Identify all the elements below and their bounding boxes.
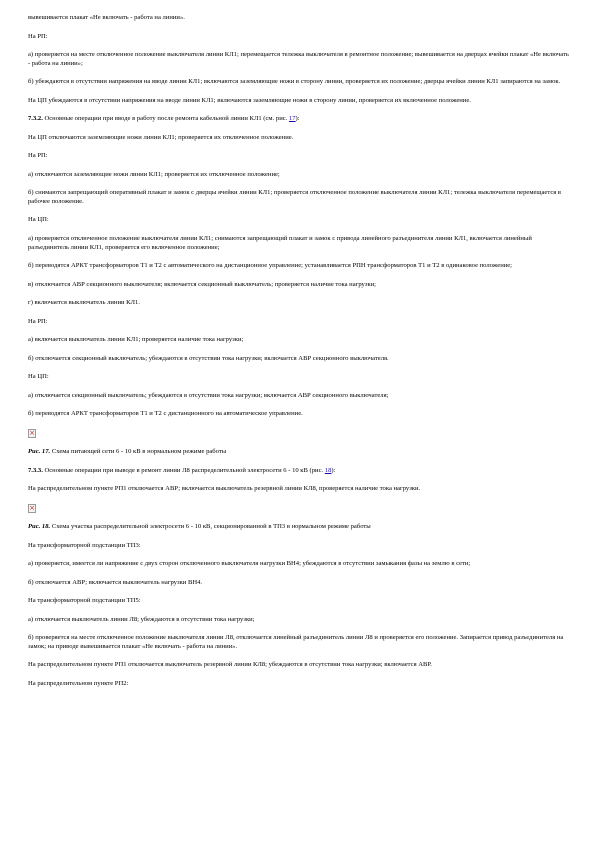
paragraph: На ЦП убеждаются в отсутствии напряжения на вводе линии КЛ1; включаются заземляющие ножи в сторону линии, проверяется их включенное положение. [28, 96, 471, 104]
caption-text: Схема питающей сети 6 - 10 кВ в нормальном режиме работы [50, 448, 227, 456]
section-heading [28, 467, 569, 476]
caption-text: Схема участка распределительной электросети 6 - 10 кВ, секционированной в ТП3 в нормальном режиме работы [50, 523, 371, 531]
paragraph: На распределительном пункте РП1 отключается АВР; включается выключатель резервной линии КЛ8, проверяется наличие тока нагрузки. [28, 485, 421, 493]
paragraph: а) отключается секционный выключатель; убеждаются в отсутствии тока нагрузки; включается АВР секционного выключателя; [28, 391, 389, 399]
paragraph: а) проверяется на месте отключенное положение выключателя линии КЛ1; перемещается тележка выключателя в ремонтное положение; вывешивается на дверцах ячейки плакат «Не включать - работа на линии»; [28, 51, 569, 67]
caption-number: Рис. 17. [28, 448, 51, 456]
paragraph: На ЦП: [28, 216, 49, 224]
section-number: 7.3.2. [28, 115, 43, 123]
paragraph: На РП: [28, 317, 48, 325]
broken-image-glyph: × [29, 503, 35, 512]
paragraph: На ЦП: [28, 373, 49, 381]
caption-number: Рис. 18. [28, 523, 51, 531]
paragraph: На трансформаторной подстанции ТП5: [28, 597, 141, 605]
paragraph: б) убеждаются в отсутствии напряжения на вводе линии КЛ1; включаются заземляющие ножи в сторону линии, проверяется их положение; дверцы ячейки линии КЛ1 запираются на замок. [28, 78, 561, 86]
paragraph: б) проверяется на месте отключенное положение выключателя линии Л8, отключается линейный разъединитель линии Л8 и проверяется его положение. Запирается привод разъединителя на замок; на приводе вывешивается плакат «Не включать - работа на линии». [28, 634, 564, 650]
paragraph: б) отключается секционный выключатель; убеждаются в отсутствии тока нагрузки; включается АВР секционного выключателя. [28, 354, 389, 362]
paragraph: а) отключается выключатель линии Л8; убеждаются в отсутствии тока нагрузки; [28, 615, 255, 623]
paragraph: вывешивается плакат «Не включать - работа на линии». [28, 14, 185, 21]
paragraph: На распределительном пункте РП1 отключается выключатель резервной линии КЛ8; убеждаются в отсутствии тока нагрузки; включается АВР. [28, 661, 432, 669]
section-title: Основные операции при выводе в ремонт линии Л8 распределительной электросети 6 - 10 кВ (рис. [42, 466, 325, 474]
paragraph: б) переводятся АРКТ трансформаторов Т1 и Т2 с дистанционного на автоматическое управление. [28, 410, 303, 418]
paragraph: б) снимаются запрещающий оперативный плакат и замок с дверцы ячейки линии КЛ1; проверяется отключенное положение выключателя линии КЛ1; тележка выключателя перемещается в рабочее положение. [28, 189, 562, 205]
paragraph: а) проверяется, имеется ли напряжение с двух сторон отключенного выключателя нагрузки ВН4; убеждаются в отсутствии замыкания фазы на землю в сети; [28, 560, 471, 568]
broken-image-icon [28, 429, 36, 438]
figure-caption [28, 448, 569, 457]
paragraph: в) отключается АВР секционного выключателя; включается секционный выключатель; проверяется наличие тока нагрузки; [28, 280, 377, 288]
paragraph: б) отключается АВР; включается выключатель нагрузки ВН4. [28, 578, 203, 586]
section-title-tail: ): [331, 466, 336, 474]
broken-image-icon [28, 504, 36, 513]
paragraph: а) проверяется отключенное положение выключателя линии КЛ1; снимаются запрещающий плакат и замок с привода линейного разъединителя линии КЛ1, включается линейный разъединитель линии КЛ1, проверяется его включенное положение; [28, 234, 532, 251]
figure-link[interactable]: 17 [288, 115, 296, 123]
paragraph: На распределительном пункте РП2: [28, 679, 129, 687]
paragraph: г) включается выключатель линии КЛ1. [28, 299, 140, 307]
broken-image-glyph: × [29, 428, 35, 437]
paragraph: На трансформаторной подстанции ТП3: [28, 541, 141, 549]
section-title: Основные операции при вводе в работу после ремонта кабельной линии КЛ1 (см. рис. [42, 115, 289, 123]
figure-image [28, 429, 569, 439]
figure-image [28, 504, 569, 514]
paragraph: На РП: [28, 152, 48, 160]
paragraph: На ЦП отключаются заземляющие ножи линии КЛ1; проверяется их отключенное положение. [28, 133, 294, 141]
paragraph: б) переводятся АРКТ трансформаторов Т1 и Т2 с автоматического на дистанционное управление; устанавливается РПН трансформаторов Т1 и Т2 в одинаковое положение; [28, 262, 513, 270]
section-title-tail: ): [295, 115, 300, 123]
section-heading [28, 115, 569, 124]
paragraph: а) отключаются заземляющие ножи линии КЛ1; проверяется их отключенное положение; [28, 170, 280, 178]
section-number: 7.3.3. [28, 466, 43, 474]
figure-link[interactable]: 18 [324, 466, 332, 474]
paragraph: На РП: [28, 32, 48, 40]
figure-caption [28, 523, 569, 532]
paragraph: а) включается выключатель линии КЛ1; проверяется наличие тока нагрузки; [28, 336, 244, 344]
